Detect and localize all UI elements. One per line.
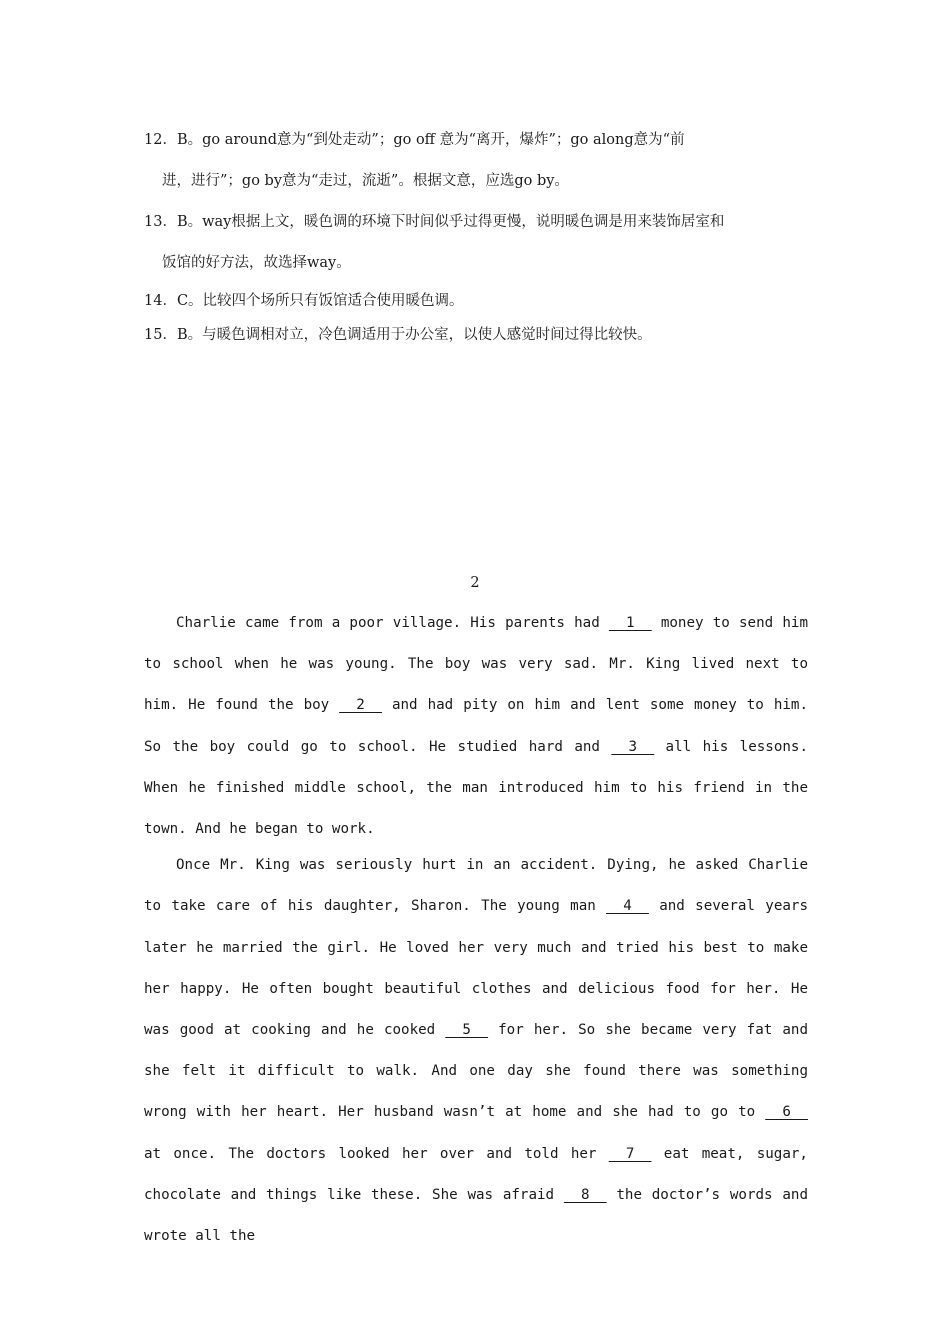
answer-12-line-1: 12．B。go around意为“到处走动”；go off 意为“离开，爆炸”；go along意为“前: [144, 132, 685, 148]
blank-6: __6__: [765, 1104, 808, 1121]
answer-12-line-2: 进，进行”；go by意为“走过，流逝”。根据文意，应选go by。: [162, 173, 569, 189]
blank-4: __4__: [606, 898, 649, 915]
answer-14: [144, 284, 808, 318]
answer-12: [144, 120, 808, 202]
answer-14-line-1: 14．C。比较四个场所只有饭馆适合使用暖色调。: [144, 293, 464, 309]
paragraph-text: eat meat, sugar, chocolate and things like these. She was afraid: [144, 1145, 808, 1203]
cloze-passage: [144, 603, 808, 1257]
paragraph-text: Charlie came from a poor village. His parents had: [176, 615, 609, 631]
paragraph-2: [144, 845, 808, 1257]
section-number: 2: [470, 575, 480, 591]
paragraph-text: money to send him to school when he was young. The boy was very sad. Mr. King lived next to him. He found the boy: [144, 615, 808, 714]
answer-explanations: [144, 120, 808, 352]
answer-15-line-1: 15．B。与暖色调相对立，冷色调适用于办公室，以使人感觉时间过得比较快。: [144, 327, 652, 343]
paragraph-text: for her. So she became very fat and she felt it difficult to walk. And one day she found there was something wrong with her heart. Her husband wasn’t at home and she had to go to: [144, 1022, 809, 1121]
answer-13: [144, 202, 808, 284]
blank-7: __7__: [608, 1145, 652, 1162]
answer-13-line-2: 饭馆的好方法，故选择way。: [162, 255, 351, 271]
paragraph-text: all his lessons. When he finished middle school, the man introduced him to his friend in the town. And he began to work.: [144, 738, 808, 838]
blank-3: __3__: [611, 738, 655, 755]
blank-5: __5__: [445, 1022, 489, 1039]
paragraph-text: the doctor’s words and wrote all the: [144, 1186, 808, 1245]
paragraph-text: Once Mr. King was seriously hurt in an accident. Dying, he asked Charlie to take care of his daughter, Sharon. The young man: [144, 857, 808, 915]
paragraph-text: and several years later he married the girl. He loved her very much and tried his best to make her happy. He often bought beautiful clothes and delicious food for her. He was good at cooking and he cooked: [144, 898, 808, 1039]
blank-8: __8__: [563, 1186, 607, 1203]
paragraph-text: at once. The doctors looked her over and told her: [144, 1145, 609, 1162]
blank-1: __1__: [608, 615, 652, 631]
paragraph-text: and had pity on him and lent some money to him. So the boy could go to school. He studied hard and: [144, 697, 808, 755]
answer-15: [144, 318, 808, 352]
paragraph-1: [144, 603, 808, 850]
blank-2: __2__: [339, 697, 382, 714]
answer-13-line-1: 13．B。way根据上文，暖色调的环境下时间似乎过得更慢，说明暖色调是用来装饰居室和: [144, 214, 725, 230]
